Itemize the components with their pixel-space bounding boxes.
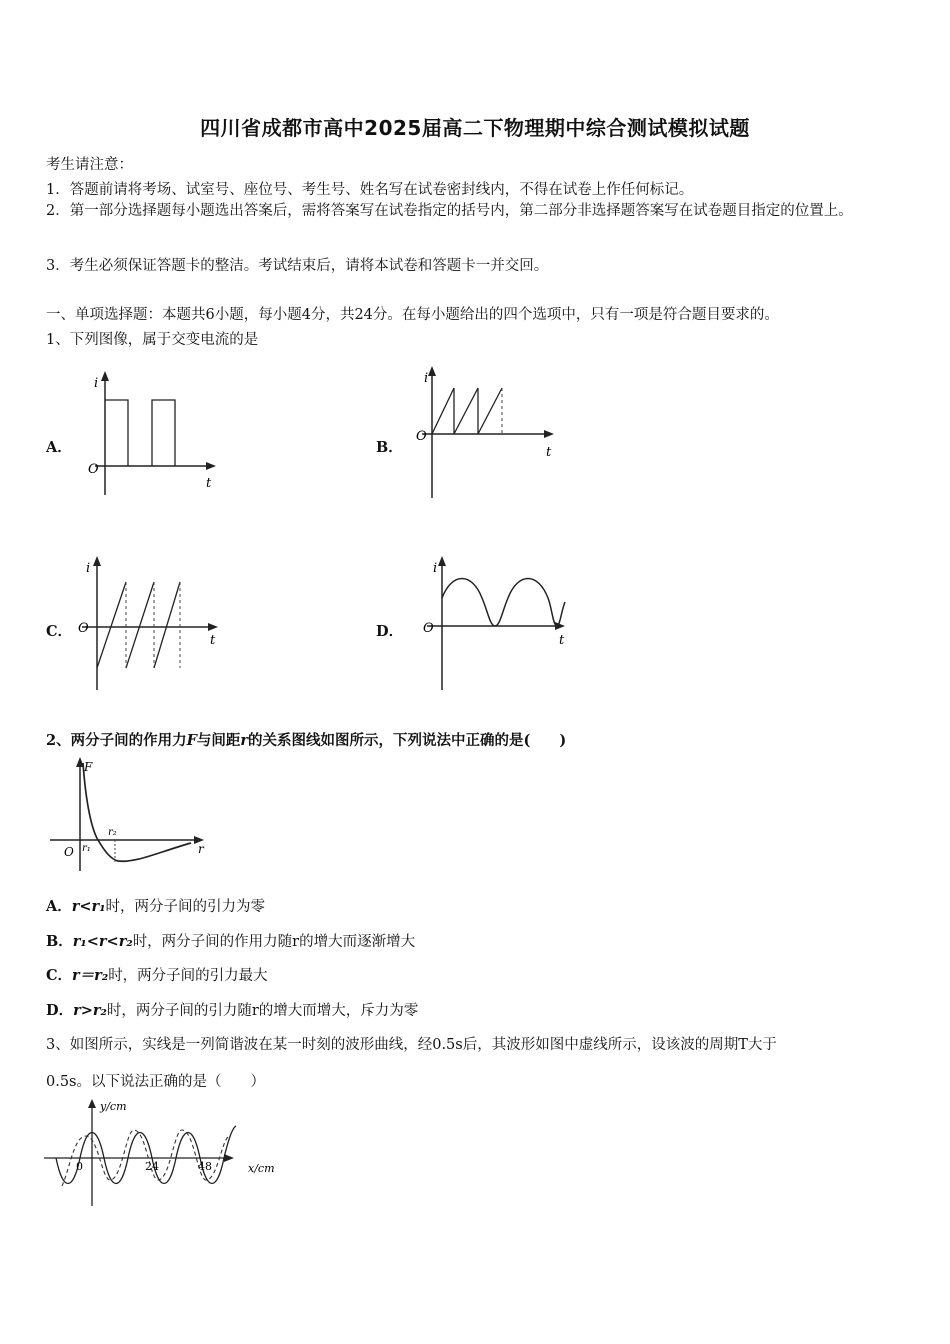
r2-label: r₂ <box>108 827 117 838</box>
q3-stem-line-2: 0.5s。以下说法正确的是（ ） <box>46 1074 265 1090</box>
page-title: 四川省成都市高中2025届高二下物理期中综合测试模拟试题 <box>200 116 750 140</box>
q3-stem-line-1: 3、如图所示，实线是一列简谐波在某一时刻的波形曲线，经0.5s后，其波形如图中虚线所示，设该波的周期T大于 <box>46 1037 777 1053</box>
q2-option-b[interactable]: B．r₁<r<r₂时，两分子间的作用力随r的增大而逐渐增大 <box>46 933 416 950</box>
q1-stem: 1、下列图像，属于交变电流的是 <box>46 332 259 348</box>
q2-option-d[interactable]: D．r>r₂时，两分子间的引力随r的增大而增大，斥力为零 <box>46 1002 419 1019</box>
q1-option-c-label[interactable]: C． <box>46 623 73 640</box>
axis-y-label: y/cm <box>100 1100 127 1113</box>
section-heading: 一、单项选择题：本题共6小题，每小题4分，共24分。在每小题给出的四个选项中，只有一项是符合题目要求的。 <box>46 307 779 323</box>
q1-option-a-label[interactable]: A． <box>46 439 72 456</box>
notice-heading: 考生请注意： <box>46 157 133 173</box>
axis-t-label: t <box>210 633 216 648</box>
axis-i-label: i <box>94 376 99 391</box>
tick-0-label: 0 <box>76 1160 83 1173</box>
r1-label: r₁ <box>82 843 91 854</box>
axis-f-label: F <box>84 760 93 774</box>
graph-d-positive-wave <box>415 550 575 695</box>
q2-option-c[interactable]: C．r＝r₂时，两分子间的引力最大 <box>46 967 268 984</box>
origin-label: O <box>64 845 74 859</box>
axis-i-label: i <box>433 561 438 576</box>
notice-item-3: 3．考生必须保证答题卡的整洁。考试结束后，请将本试卷和答题卡一并交回。 <box>46 258 549 274</box>
origin-label: O <box>78 621 89 636</box>
origin-label: O <box>416 429 427 444</box>
q1-option-d-label[interactable]: D． <box>376 623 404 640</box>
q2-option-a[interactable]: A．r<r₁时，两分子间的引力为零 <box>46 898 266 915</box>
notice-item-1: 1．答题前请将考场、试室号、座位号、考生号、姓名写在试卷密封线内，不得在试卷上作任何标记。 <box>46 182 694 198</box>
graph-b-sawtooth <box>410 360 570 510</box>
notice-item-2: 2．第一部分选择题每小题选出答案后，需将答案写在试卷指定的括号内，第二部分非选择题答案写在试卷题目指定的位置上。 <box>46 203 853 219</box>
origin-label: O <box>88 462 99 477</box>
axis-r-label: r <box>198 842 204 856</box>
q2-stem: 2、两分子间的作用力F与间距r的关系图线如图所示，下列说法中正确的是( ) <box>46 732 567 749</box>
origin-label: O <box>423 621 434 636</box>
axis-t-label: t <box>559 633 565 648</box>
tick-24-label: 24 <box>145 1160 159 1173</box>
graph-a-square-wave <box>80 365 230 505</box>
q3-wave-graph <box>42 1096 292 1208</box>
axis-t-label: t <box>546 445 552 460</box>
axis-i-label: i <box>86 561 91 576</box>
q2-force-graph <box>46 755 211 875</box>
axis-i-label: i <box>424 371 429 386</box>
tick-48-label: 48 <box>198 1160 212 1173</box>
axis-x-label: x/cm <box>248 1162 275 1175</box>
graph-c-sawtooth <box>70 550 230 695</box>
q1-option-b-label[interactable]: B． <box>376 439 403 456</box>
axis-t-label: t <box>206 476 212 491</box>
